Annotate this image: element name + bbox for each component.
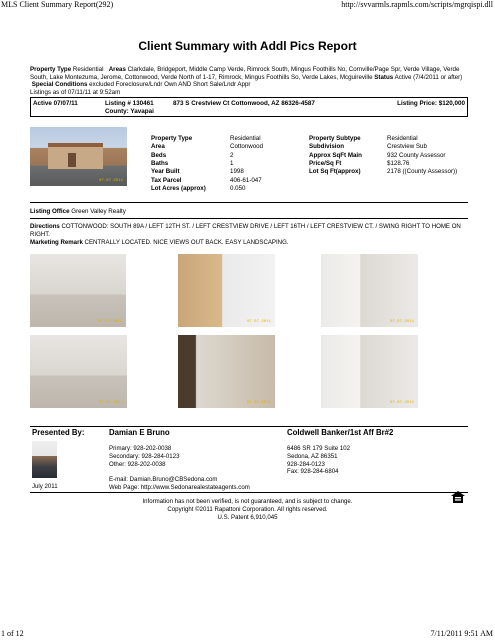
detail-label: Lot Sq Ft(approx) <box>309 168 361 176</box>
detail-value: 0.050 <box>230 184 246 192</box>
detail-label: Tax Parcel <box>151 176 182 184</box>
copyright-line: Copyright ©2011 Rapattoni Corporation. All rights reserved. <box>167 506 328 513</box>
directions-label: Directions <box>30 223 60 230</box>
disclaimer-line: Information has not been verified, is not guaranteed, and is subject to change. <box>142 498 353 505</box>
agent-web-page[interactable]: Web Page: http://www.Sedonarealestateagents.com <box>109 483 250 491</box>
property-type-label: Property Type <box>30 66 72 73</box>
interior-photo <box>321 254 418 327</box>
agent-section <box>30 426 468 493</box>
listing-bar <box>30 97 468 117</box>
brokerage-phone: 928-284-0123 <box>287 460 325 468</box>
detail-value: Residential <box>230 135 261 142</box>
detail-label: Approx SqFt Main <box>309 151 362 159</box>
main-property-photo <box>30 127 127 186</box>
photo-date-stamp: 07.07.2011 <box>389 401 414 405</box>
photo-date-stamp: 07.07.2011 <box>246 401 271 405</box>
listing-number: Listing # 130461 <box>105 100 154 107</box>
detail-label: Subdivision <box>309 143 345 151</box>
listing-office <box>30 208 126 215</box>
page-number: 1 of 12 <box>1 629 24 638</box>
listing-office-label: Listing Office <box>30 208 70 215</box>
detail-value: 932 County Assessor <box>387 151 446 159</box>
detail-label: Beds <box>151 151 167 159</box>
legal-disclaimer <box>0 498 495 522</box>
detail-value: 406-61-047 <box>230 176 262 184</box>
photo-date-stamp: 07.07.2011 <box>98 401 123 405</box>
equal-housing-icon <box>451 491 465 503</box>
detail-label: Area <box>151 143 165 151</box>
detail-value: 1998 <box>230 168 244 176</box>
brokerage-contact <box>287 445 350 476</box>
search-summary <box>30 66 468 96</box>
brokerage-address-line2: Sedona, AZ 86351 <box>287 452 338 460</box>
listing-county: County: Yavapai <box>105 108 154 115</box>
property-type-value: Residential <box>72 66 104 73</box>
browser-url[interactable]: http://svvarmls.rapmls.com/scripts/mgrqispi.dll <box>341 0 493 9</box>
divider <box>30 218 468 219</box>
report-title: Client Summary with Addl Pics Report <box>138 39 357 53</box>
status-value: Active (7/4/2011 or after) <box>394 73 463 81</box>
marketing-remark-label: Marketing Remark <box>30 238 83 246</box>
photo-date-stamp: 07.07.2011 <box>246 320 271 324</box>
listing-address: 873 S Crestview Ct Cottonwood, AZ 86326-4587 <box>173 100 315 107</box>
agent-primary-phone: Primary: 928-202-0038 <box>109 445 172 452</box>
interior-photo <box>30 254 126 327</box>
detail-value: Crestview Sub <box>387 143 427 151</box>
detail-value: Residential <box>387 135 418 142</box>
detail-label: Property Type <box>151 135 193 142</box>
directions-value: COTTONWOOD: SOUTH 89A / LEFT 12TH ST. / LEFT CRESTVIEW DRIVE / LEFT 16TH / LEFT CRESTVIEW CT. / SWING RIGHT TO HOME ON RIGHT. <box>30 223 461 238</box>
detail-label: Property Subtype <box>309 135 361 142</box>
patent-line: U.S. Patent 6,910,045 <box>217 514 278 521</box>
brokerage-name: Coldwell Banker/1st Aff Br#2 <box>287 428 394 437</box>
detail-value: 2178 ((County Assessor)) <box>387 168 458 176</box>
listing-price: Listing Price: $120,000 <box>397 100 465 107</box>
detail-value: $128.76 <box>387 159 410 167</box>
divider <box>30 202 468 203</box>
detail-value: 2 <box>230 151 234 159</box>
detail-value: 1 <box>230 159 234 167</box>
agent-name: Damian E Bruno <box>109 428 170 437</box>
report-date: July 2011 <box>32 483 58 490</box>
detail-value: Cottonwood <box>230 143 264 151</box>
directions-block <box>30 223 468 246</box>
photo-date-stamp: 07.07.2011 <box>98 179 123 183</box>
house-door <box>68 153 76 167</box>
agent-other-phone: Other: 928-202-0038 <box>109 460 166 468</box>
photo-date-stamp: 07.07.2011 <box>389 320 414 324</box>
detail-label: Year Built <box>151 168 180 176</box>
detail-label: Baths <box>151 159 169 167</box>
marketing-remark-value: CENTRALLY LOCATED. NICE VIEWS OUT BACK. EASY LANDSCAPING. <box>84 238 289 246</box>
photo-date-stamp: 07.07.2011 <box>97 320 122 324</box>
agent-secondary-phone: Secondary: 928-284-0123 <box>109 452 180 460</box>
special-conditions-value: excluded Foreclosure/Lndr Own AND Short Sale/Lndr Appr <box>89 81 251 89</box>
interior-photo <box>30 335 127 408</box>
interior-photo <box>178 254 275 327</box>
browser-tab-title: MLS Client Summary Report(292) <box>1 0 114 9</box>
areas-value: Clarkdale, Bridgeport, Middle Camp Verde, Rimrock South, Mingus Foothills No, Cornville/Page Spr, Verde Village, Verde South, Lake Montezuma, Jerome, Cottonwood, Verde North of 1-17, Rimrock, Mingus Foothills So, Verde Lakes, Mcguireville <box>30 66 460 81</box>
detail-label: Price/Sq Ft <box>309 159 342 167</box>
status-label: Status <box>374 73 394 81</box>
interior-photo <box>321 335 418 408</box>
special-conditions-label: Special Conditions <box>31 81 88 89</box>
agent-phones <box>109 445 179 468</box>
agent-avatar <box>32 441 57 478</box>
agent-email[interactable]: E-mail: Damian.Bruno@CBSedona.com <box>109 476 218 483</box>
brokerage-fax: Fax: 928-284-6804 <box>287 468 339 476</box>
listing-status: Active 07/07/11 <box>33 100 78 107</box>
print-footer <box>0 628 495 640</box>
browser-header <box>0 0 495 10</box>
brokerage-address-line1: 6486 SR 179 Suite 102 <box>287 445 351 452</box>
areas-label: Areas <box>108 66 126 73</box>
interior-photo <box>178 335 275 408</box>
agent-online <box>109 476 250 492</box>
listing-office-value: Green Valley Realty <box>71 208 126 215</box>
presented-by-label: Presented By: <box>32 428 85 437</box>
detail-label: Lot Acres (approx) <box>151 184 206 192</box>
listings-as-of: Listings as of 07/11/11 at 9:52am <box>30 88 121 96</box>
print-timestamp: 7/11/2011 9:51 AM <box>430 629 493 638</box>
